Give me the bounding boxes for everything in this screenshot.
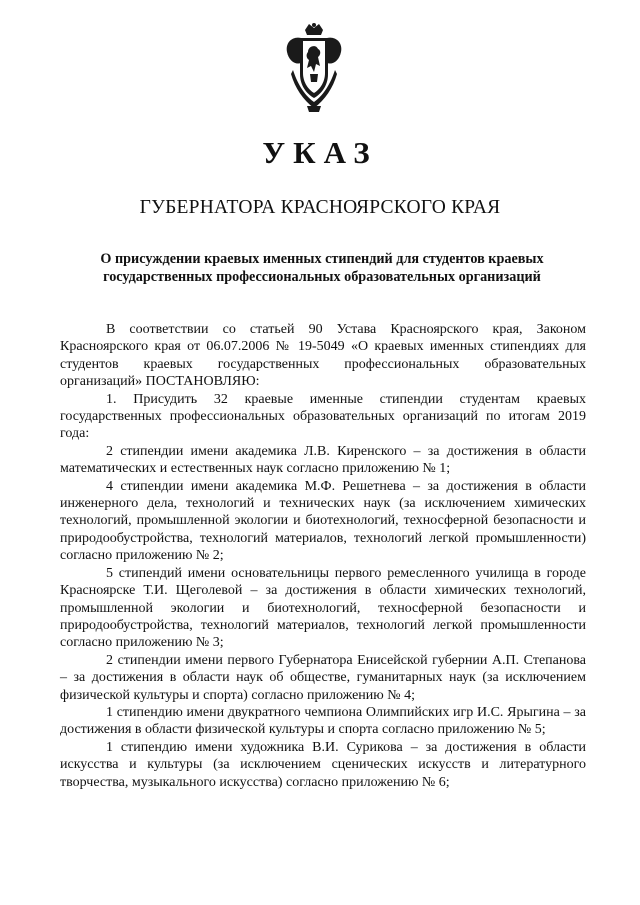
paragraph-kirensky: 2 стипендии имени академика Л.В. Киренского – за достижения в области математических и естественных наук согласно приложению № 1; <box>60 443 586 477</box>
paragraph-item-1: 1. Присудить 32 краевые именные стипендии студентам краевых государственных профессиональных образовательных организаций по итогам 2019 года: <box>60 391 586 442</box>
document-body <box>60 321 586 791</box>
paragraph-yarygin: 1 стипендию имени двукратного чемпиона Олимпийских игр И.С. Ярыгина – за достижения в области физической культуры и спорта согласно приложению № 5; <box>60 704 586 738</box>
paragraph-shchegoleva: 5 стипендий имени основательницы первого ремесленного училища в городе Красноярске Т.И. Щеголевой – за достижения в области химических технологий, промышленной экологии и биотехнологий, техносферной безопасности и природообустройства, технологий материалов, технологий легкой промышленности согласно приложению № 3; <box>60 565 586 651</box>
coat-of-arms-icon <box>283 22 345 114</box>
paragraph-preamble: В соответствии со статьей 90 Устава Красноярского края, Законом Красноярского края от 06.07.2006 № 19-5049 «О краевых именных стипендиях для студентов краевых государственных профессиональных образовательных организаций» ПОСТАНОВЛЯЮ: <box>60 322 586 390</box>
paragraph-stepanov: 2 стипендии имени первого Губернатора Енисейской губернии А.П. Степанова – за достижения в области наук об обществе, гуманитарных наук (за исключением физической культуры и спорта) согласно приложению № 4; <box>60 652 586 703</box>
paragraph-surikov: 1 стипендию имени художника В.И. Сурикова – за достижения в области искусства и культуры (за исключением сценических искусств и литературного творчества, музыкального искусства) согласно приложению № 6; <box>60 739 586 790</box>
document-heading: О присуждении краевых именных стипендий для студентов краевых государственных профессиональных образовательных организаций <box>100 251 544 285</box>
document-issuer: ГУБЕРНАТОРА КРАСНОЯРСКОГО КРАЯ <box>139 197 501 218</box>
document-title: УКАЗ <box>262 135 378 170</box>
paragraph-reshetnev: 4 стипендии имени академика М.Ф. Решетнева – за достижения в области инженерного дела, технологий и технических наук (за исключением химических технологий, промышленной экологии и биотехнологий, техносферной безопасности и природообустройства, технологий материалов, технологий легкой промышленности) согласно приложению № 2; <box>60 478 586 564</box>
